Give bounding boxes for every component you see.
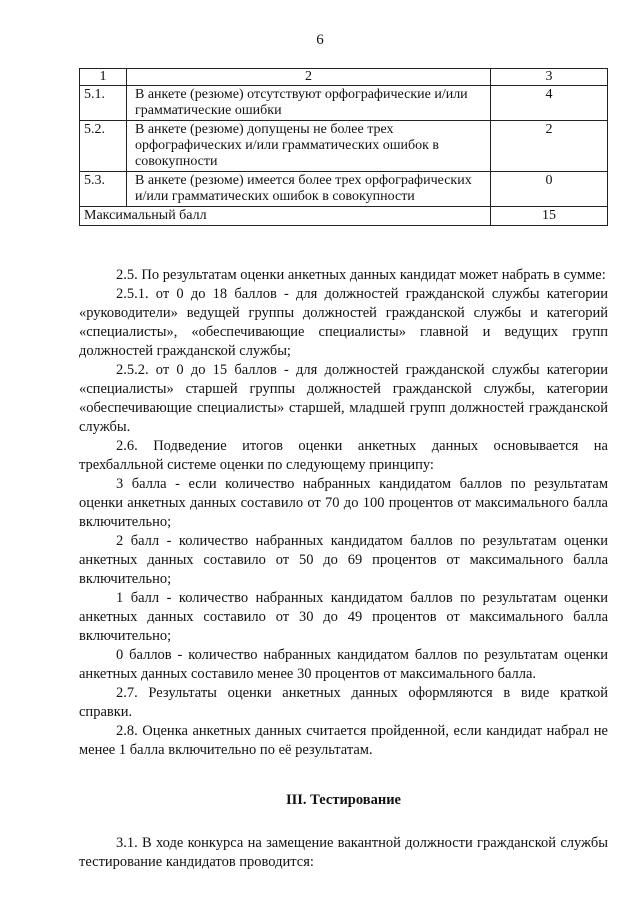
paragraph-2-7: 2.7. Результаты оценки анкетных данных оформляются в виде краткой справки.: [79, 685, 608, 720]
header-col-1: 1: [80, 69, 127, 86]
paragraph-2-5-1: 2.5.1. от 0 до 18 баллов - для должностей гражданской службы категории «руководители» ведущей группы должностей гражданской службы и категорий «специалисты», «обеспечивающие специалисты» главной и ведущих групп должностей гражданской службы;: [79, 286, 608, 359]
table-row: [80, 121, 608, 172]
paragraph-2-5-2: 2.5.2. от 0 до 15 баллов - для должностей гражданской службы категории «специалисты» старшей группы должностей гражданской службы, категории «обеспечивающие специалисты» старшей, младшей групп должностей гражданской службы.: [79, 362, 608, 435]
document-body: [79, 266, 608, 872]
row-score: 4: [491, 86, 608, 121]
table-row: [80, 172, 608, 207]
row-number: 5.2.: [80, 121, 127, 172]
paragraph-2-points: 2 балл - количество набранных кандидатом баллов по результатам оценки анкетных данных составило от 50 до 69 процентов от максимального балла включительно;: [79, 533, 608, 587]
section-title: III. Тестирование: [285, 792, 401, 808]
row-criterion: В анкете (резюме) отсутствуют орфографические и/или грамматические ошибки: [127, 86, 491, 121]
row-criterion: В анкете (резюме) имеется более трех орфографических и/или грамматических ошибок в совокупности: [127, 172, 491, 207]
table-header-row: [80, 69, 608, 86]
table-total-row: [80, 207, 608, 226]
paragraph-3-1: 3.1. В ходе конкурса на замещение вакантной должности гражданской службы тестирование кандидатов проводится:: [79, 835, 608, 870]
header-col-3: 3: [491, 69, 608, 86]
total-value: 15: [491, 207, 608, 226]
row-score: 2: [491, 121, 608, 172]
paragraph-1-point: 1 балл - количество набранных кандидатом баллов по результатам оценки анкетных данных составило от 30 до 49 процентов от максимального балла включительно;: [79, 590, 608, 644]
paragraph-0-points: 0 баллов - количество набранных кандидатом баллов по результатам оценки анкетных данных составило менее 30 процентов от максимального балла.: [79, 647, 608, 682]
row-score: 0: [491, 172, 608, 207]
score-table: [79, 68, 608, 226]
row-number: 5.3.: [80, 172, 127, 207]
page-number: 6: [316, 32, 324, 48]
paragraph-2-8: 2.8. Оценка анкетных данных считается пройденной, если кандидат набрал не менее 1 балла включительно по её результатам.: [79, 723, 608, 758]
row-criterion: В анкете (резюме) допущены не более трех орфографических и/или грамматических ошибок в совокупности: [127, 121, 491, 172]
paragraph-2-5: 2.5. По результатам оценки анкетных данных кандидат может набрать в сумме:: [116, 267, 606, 283]
paragraph-3-points: 3 балла - если количество набранных кандидатом баллов по результатам оценки анкетных данных составило от 70 до 100 процентов от максимального балла включительно;: [79, 476, 608, 530]
total-label: Максимальный балл: [80, 207, 491, 226]
header-col-2: 2: [127, 69, 491, 86]
row-number: 5.1.: [80, 86, 127, 121]
paragraph-2-6: 2.6. Подведение итогов оценки анкетных данных основывается на трехбалльной системе оценки по следующему принципу:: [79, 438, 608, 473]
table-row: [80, 86, 608, 121]
